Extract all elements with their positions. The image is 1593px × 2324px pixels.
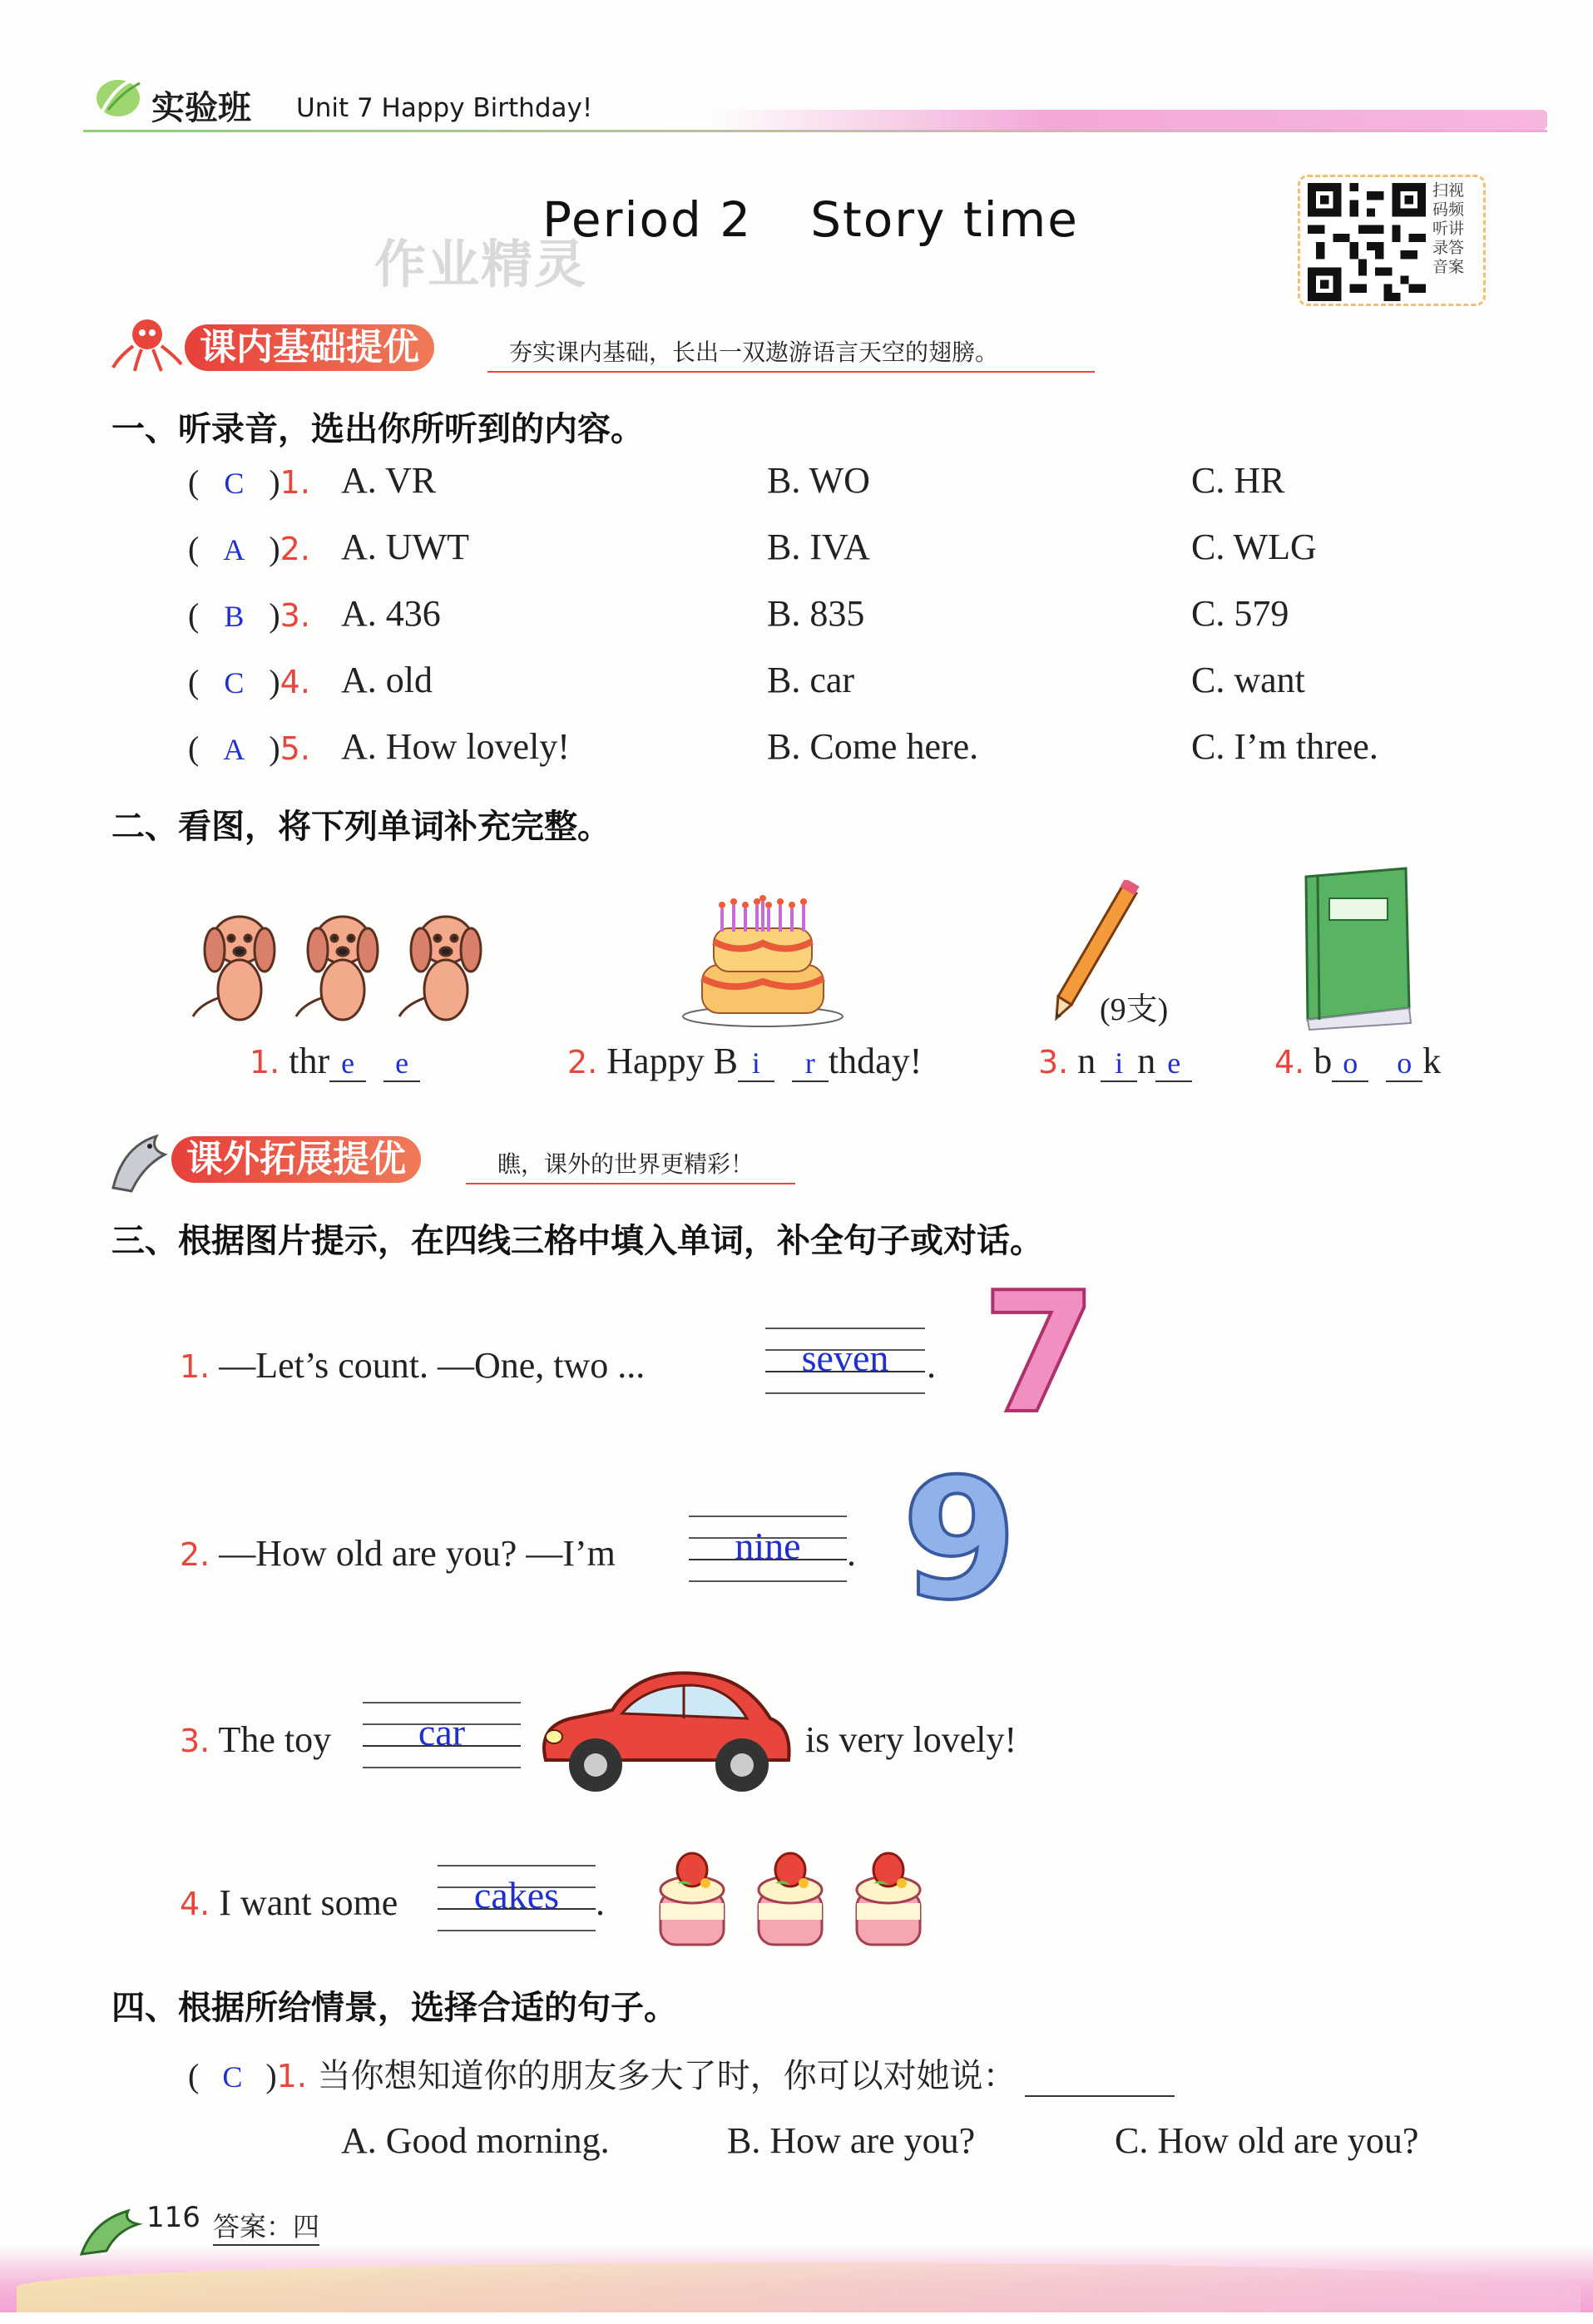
unit-title: Unit 7 Happy Birthday!	[296, 93, 593, 123]
digit-nine-image: 9	[902, 1443, 1018, 1637]
q1-option-b[interactable]: B. IVA	[767, 527, 870, 567]
q4-item-1: ( C )1. 当你想知道你的朋友多大了时，你可以对她说：	[188, 2050, 1175, 2097]
blank-input[interactable]: o	[1386, 1046, 1422, 1082]
qr-note: 扫视 码频 听讲 录答 音案	[1432, 181, 1465, 276]
q3-item-4-text: 4. I want some	[180, 1882, 398, 1923]
q3-heading: 三、根据图片提示，在四线三格中填入单词，补全句子或对话。	[111, 1222, 1043, 1260]
four-line-grid[interactable]	[363, 1702, 521, 1770]
header-divider	[83, 130, 1547, 132]
q3-item-3-text: 3. The toy	[180, 1719, 332, 1760]
period-label: Period 2	[542, 191, 753, 248]
q1-item: ( C )4.	[188, 663, 310, 700]
three-puppies-image	[188, 907, 497, 1031]
blank-input[interactable]: i	[738, 1046, 774, 1082]
answer-blank[interactable]	[1025, 2064, 1175, 2097]
brand-label: 实验班	[151, 89, 251, 127]
q2-heading: 二、看图，将下列单词补充完整。	[111, 808, 611, 846]
answer-mark[interactable]: C	[224, 666, 245, 700]
q2-item-4: 4. b o o k	[1274, 1041, 1442, 1081]
q1-option-a[interactable]: A. VR	[341, 460, 437, 501]
four-line-grid[interactable]	[689, 1516, 847, 1584]
section-banner-basic: 课内基础提优	[185, 324, 434, 371]
q2-item-3: 3. n i n e	[1038, 1040, 1192, 1082]
answer-mark[interactable]: B	[224, 600, 245, 633]
digit-seven-image: 7	[982, 1257, 1098, 1451]
qr-code-icon[interactable]	[1308, 183, 1426, 301]
q1-option-b[interactable]: B. 835	[767, 593, 865, 634]
q4-option-c[interactable]: C. How old are you?	[1115, 2120, 1419, 2161]
q1-item: ( C )1.	[188, 463, 310, 501]
page-number: 116	[146, 2201, 200, 2234]
dolphin-icon	[77, 2196, 143, 2262]
q1-option-b[interactable]: B. car	[767, 660, 855, 700]
green-book-image	[1288, 865, 1421, 1031]
q1-option-c[interactable]: C. want	[1191, 660, 1305, 700]
q1-option-b[interactable]: B. WO	[767, 460, 870, 501]
answer-mark[interactable]: C	[224, 467, 245, 500]
q4-option-a[interactable]: A. Good morning.	[341, 2120, 610, 2161]
answer-nine: nine	[735, 1525, 801, 1567]
birthday-cake-image	[680, 895, 845, 1028]
three-cakes-image	[652, 1845, 935, 1953]
header-band	[715, 110, 1547, 130]
answer-cakes: cakes	[473, 1874, 560, 1916]
blank-input[interactable]: r	[792, 1046, 829, 1082]
q1-option-c[interactable]: C. WLG	[1191, 527, 1317, 567]
q2-item-1: 1. thr e e	[250, 1040, 420, 1082]
footer-hill	[17, 2262, 1581, 2312]
answer-note: 答案：四	[213, 2206, 319, 2246]
watermark: 作业精灵	[374, 234, 588, 294]
q1-option-c[interactable]: C. HR	[1191, 460, 1285, 501]
q1-option-a[interactable]: A. old	[341, 660, 433, 700]
q1-heading: 一、听录音，选出你所听到的内容。	[111, 410, 644, 448]
blank-input[interactable]: o	[1332, 1046, 1368, 1082]
four-line-grid[interactable]	[438, 1865, 596, 1933]
red-toy-car-image	[529, 1660, 795, 1810]
answer-car: car	[418, 1711, 466, 1753]
squid-mascot-icon	[110, 316, 185, 374]
answer-mark[interactable]: A	[223, 733, 245, 766]
q1-option-c[interactable]: C. 579	[1191, 593, 1289, 634]
answer-mark[interactable]: A	[223, 533, 245, 566]
four-line-grid[interactable]	[765, 1328, 925, 1396]
pencil-count-note: (9支)	[1100, 992, 1169, 1027]
q1-option-a[interactable]: A. UWT	[341, 527, 469, 567]
section-banner-note: 瞧，课外的世界更精彩！	[497, 1152, 754, 1178]
q1-item: ( A )2.	[188, 530, 310, 567]
page-title	[542, 191, 1079, 248]
answer-seven: seven	[801, 1337, 889, 1379]
q1-item: ( B )3.	[188, 596, 310, 634]
section-banner-line	[466, 1183, 795, 1184]
q4-heading: 四、根据所给情景，选择合适的句子。	[111, 1989, 677, 2027]
section-banner-line	[487, 371, 1095, 373]
worksheet-page: 实验班 Unit 7 Happy Birthday! 作业精灵 Period 2 Story time 扫视 码频 听讲 录答 音案 课内基础提优 夯实课内基础，长出一双遨游语言天空的翅膀。 一、听录音，选出你所听到的内容。 ( C )1. A. VR B. WO C. HR ( A )2. A. UWT B. IVA C. WLG ( B )3. A. 436 B. 835 C. 579 ( C )4. A. old B. car C. want ( A )5. A. How lovely! B. Come here. C. I’m three. 二、看图，将下列单词补充完整。 (9支) 1. thr e e 2. Happy B i r thday! 3. n i n e 4. b o o k 课外拓展提优 瞧，课外的世界更精彩！ 三、根据图片提示，在四线三格中填入单词，补全句子或对话。 1. —Let’s count. —One, two ... seven . 7 2. —How old are you? —I’m nine . 9 3. The toy car is very lovely! 4. I want some cakes . 四、根据所给情景，选择合适的句子。 ( C )1. 当你想知道你的朋友多大了时，你可以对她说： A. Good morning. B. How are you? C. How old are you? 116 答案：四	[0, 0, 1593, 2324]
blank-input[interactable]: i	[1101, 1046, 1137, 1082]
q3-item-2-text: 2. —How old are you? —I’m	[180, 1533, 616, 1574]
q1-option-c[interactable]: C. I’m three.	[1191, 726, 1378, 767]
q1-option-a[interactable]: A. How lovely!	[341, 726, 570, 767]
q3-item-1-text: 1. —Let’s count. —One, two ...	[180, 1345, 646, 1386]
q1-item: ( A )5.	[188, 729, 310, 767]
section-banner-note: 夯实课内基础，长出一双遨游语言天空的翅膀。	[509, 340, 999, 366]
q2-item-2: 2. Happy B i r thday!	[567, 1041, 923, 1081]
answer-mark[interactable]: C	[222, 2060, 243, 2094]
q4-option-b[interactable]: B. How are you?	[727, 2120, 976, 2161]
shark-mascot-icon	[106, 1130, 176, 1196]
section-banner-extend: 课外拓展提优	[171, 1136, 421, 1183]
blank-input[interactable]: e	[383, 1046, 420, 1082]
q1-option-a[interactable]: A. 436	[341, 593, 441, 634]
leaf-logo-icon	[93, 72, 148, 121]
blank-input[interactable]: e	[1155, 1046, 1192, 1082]
q1-option-b[interactable]: B. Come here.	[767, 726, 979, 767]
blank-input[interactable]: e	[329, 1046, 366, 1082]
lesson-name: Story time	[810, 191, 1079, 248]
